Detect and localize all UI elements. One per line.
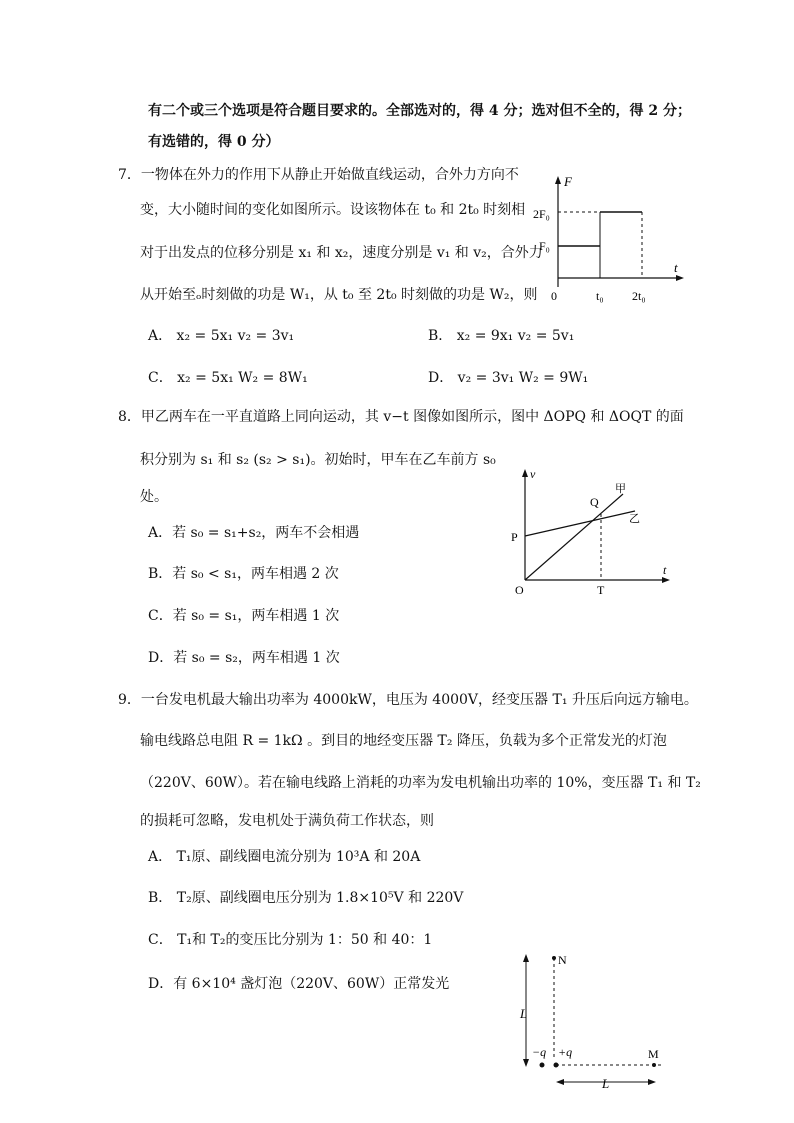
q7-option-a: A． x₂ = 5x₁ v₂ = 3v₁ [148, 328, 295, 344]
q7-tick-2f0: 2F₀ [533, 207, 550, 221]
instructions-line-1: 有二个或三个选项是符合题目要求的。全部选对的，得 4 分；选对但不全的，得 2 分； [148, 103, 691, 119]
point-n-marker [552, 956, 556, 960]
q8-x-arrow-icon [662, 577, 670, 583]
q9-option-b: B． T₂原、副线圈电压分别为 1.8×10⁵V 和 220V [148, 890, 464, 906]
q7-x-arrow-icon [676, 275, 684, 281]
charges-figure [512, 948, 682, 1098]
point-m-label: M [648, 1047, 659, 1061]
q7-force-time-graph [530, 172, 690, 312]
q8-point-p-label: P [511, 530, 518, 544]
positive-charge-label: +q [558, 1045, 573, 1059]
q7-origin-label: 0 [551, 289, 557, 303]
q7-tick-t0: t₀ [596, 289, 604, 303]
q8-option-d: D．若 s₀ = s₂，两车相遇 1 次 [148, 650, 340, 666]
q8-option-b: B．若 s₀ < s₁，两车相遇 2 次 [148, 566, 339, 582]
q8-velocity-time-graph [505, 466, 675, 600]
q9-option-c: C． T₁和 T₂的变压比分别为 1：50 和 40：1 [148, 932, 433, 948]
horizontal-length-label: L [602, 1076, 610, 1091]
instructions-line-2: 有选错的，得 0 分） [148, 134, 280, 150]
q9-option-d: D．有 6×10⁴ 盏灯泡（220V、60W）正常发光 [148, 976, 450, 992]
vertical-dim-top-arrow-icon [523, 954, 529, 962]
negative-charge-marker [540, 1063, 545, 1068]
q7-y-arrow-icon [555, 176, 561, 184]
q8-jia-label: 甲 [615, 483, 626, 495]
q8-point-q-label: Q [590, 495, 599, 509]
q7-option-b: B． x₂ = 9x₁ v₂ = 5v₁ [428, 328, 575, 344]
vertical-dim-bottom-arrow-icon [523, 1059, 529, 1067]
q7-option-c: C． x₂ = 5x₁ W₂ = 8W₁ [148, 370, 308, 386]
q8-option-c: C．若 s₀ = s₁，两车相遇 1 次 [148, 608, 340, 624]
q7-tick-2t0: 2t₀ [632, 289, 646, 303]
q8-stem-line-2: 积分别为 s₁ 和 s₂ (s₂ > s₁)。初始时，甲车在乙车前方 s₀ [140, 452, 496, 468]
q7-stem-line-3: 对于出发点的位移分别是 x₁ 和 x₂，速度分别是 v₁ 和 v₂，合外力 [140, 245, 543, 261]
q7-stem-line-1: 7．一物体在外力的作用下从静止开始做直线运动，合外力方向不 [118, 167, 519, 183]
q9-stem-line-4: 的损耗可忽略，发电机处于满负荷工作状态，则 [140, 813, 434, 829]
q7-x-axis-label: t [674, 260, 678, 275]
horizontal-dim-left-arrow-icon [556, 1079, 564, 1085]
q9-stem-line-2: 输电线路总电阻 R = 1kΩ 。到目的地经变压器 T₂ 降压，负载为多个正常发光的灯泡 [140, 733, 667, 749]
q7-y-axis-label: F [564, 174, 572, 189]
vertical-length-label: L [520, 1006, 528, 1021]
q8-option-a: A．若 s₀ = s₁+s₂，两车不会相遇 [148, 525, 360, 541]
q8-y-axis-label: v [530, 467, 536, 481]
negative-charge-label: −q [532, 1045, 547, 1059]
q7-option-d: D． v₂ = 3v₁ W₂ = 9W₁ [428, 370, 589, 386]
q7-stem-line-4: 从开始至ₒ时刻做的功是 W₁，从 t₀ 至 2t₀ 时刻做的功是 W₂，则 [140, 287, 538, 303]
q8-stem-line-3: 处。 [140, 489, 168, 505]
point-m-marker [652, 1063, 656, 1067]
q8-x-axis-label: t [663, 563, 667, 577]
q8-point-t-label: T [597, 583, 605, 597]
q8-jia-line [525, 494, 623, 580]
point-n-label: N [558, 953, 567, 967]
q9-option-a: A． T₁原、副线圈电流分别为 10³A 和 20A [148, 849, 421, 865]
q8-yi-label: 乙 [629, 513, 640, 525]
q7-tick-f0: F₀ [539, 239, 550, 253]
q8-y-arrow-icon [522, 469, 528, 477]
q8-stem-line-1: 8．甲乙两车在一平直道路上同向运动，其 v−t 图像如图所示，图中 ΔOPQ 和 ΔOQT 的面 [118, 409, 684, 425]
q7-stem-line-2: 变，大小随时间的变化如图所示。设该物体在 t₀ 和 2t₀ 时刻相 [140, 202, 526, 218]
q9-stem-line-1: 9．一台发电机最大输出功率为 4000kW，电压为 4000V，经变压器 T₁ 升压后向远方输电。 [118, 692, 698, 708]
horizontal-dim-right-arrow-icon [648, 1079, 656, 1085]
q8-origin-label: O [515, 583, 524, 597]
q9-stem-line-3: （220V、60W）。若在输电线路上消耗的功率为发电机输出功率的 10%，变压器 T₁ 和 T₂ [140, 775, 701, 791]
